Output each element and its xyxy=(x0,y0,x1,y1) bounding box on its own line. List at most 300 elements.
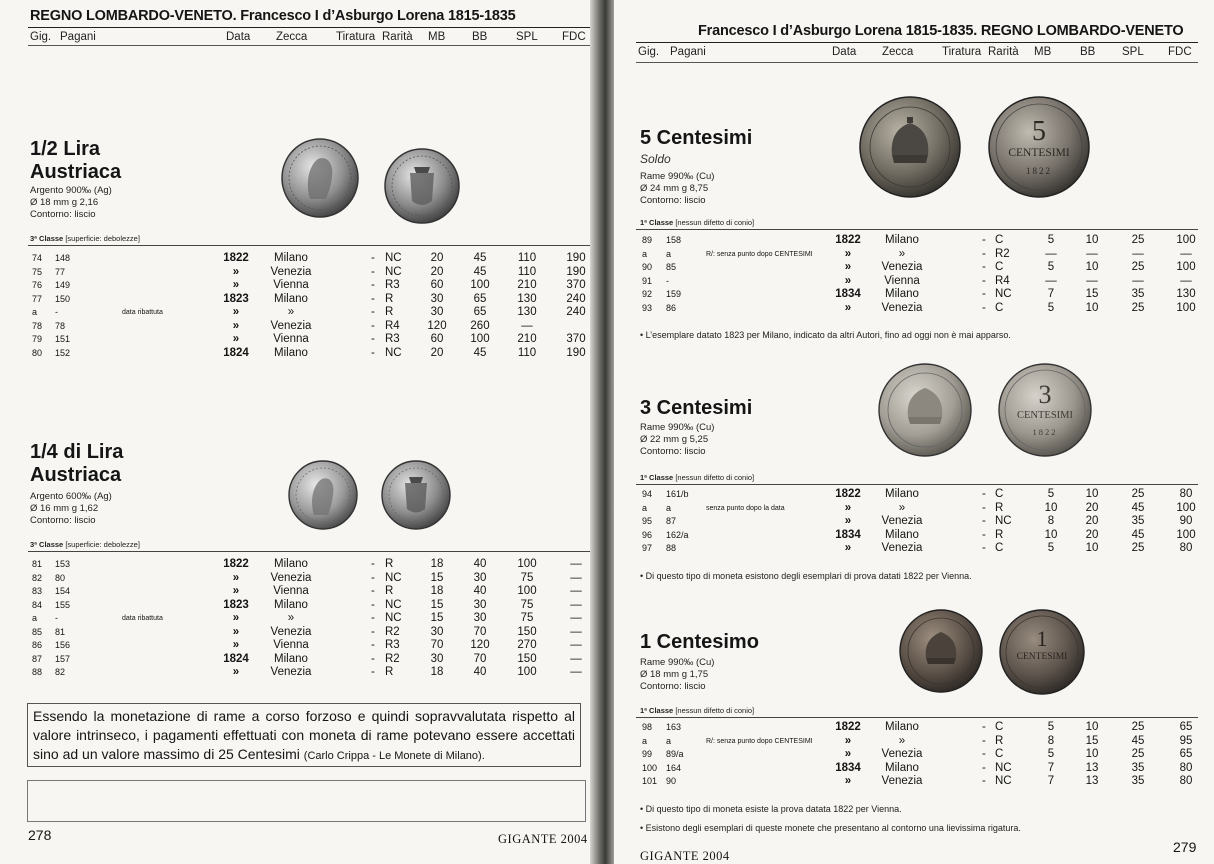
title-rule xyxy=(28,27,590,28)
coin-metal: Rame 990‰ (Cu) xyxy=(640,171,715,182)
table-row xyxy=(0,292,586,306)
cell-spl: 25 xyxy=(1131,542,1145,554)
cell-dash: - xyxy=(982,234,986,246)
cell-fdc: 80 xyxy=(1179,488,1193,500)
cell-dash: - xyxy=(371,571,375,584)
cell-bb: 45 xyxy=(473,252,487,264)
cell-mint: Milano xyxy=(885,488,919,500)
cell-gig: 80 xyxy=(32,347,43,358)
cell-year: » xyxy=(232,585,240,597)
coin-title: 5 Centesimi xyxy=(640,127,753,149)
cell-year: » xyxy=(232,625,240,638)
coin-size-weight: Ø 24 mm g 8,75 xyxy=(640,183,709,194)
cell-gig: a xyxy=(32,307,38,317)
cell-spl: 25 xyxy=(1131,748,1145,760)
cell-rarity: R4 xyxy=(995,274,1010,287)
cell-year: » xyxy=(844,748,852,760)
cell-year: » xyxy=(232,279,240,291)
cell-year: » xyxy=(844,542,852,554)
cell-rarity: NC xyxy=(995,775,1012,787)
cell-dash: - xyxy=(982,542,986,554)
cell-bb: 20 xyxy=(1085,528,1099,541)
cell-dash: - xyxy=(371,292,375,305)
cell-spl: 25 xyxy=(1131,234,1145,246)
classe-rule xyxy=(636,484,1198,485)
table-row xyxy=(0,320,570,333)
cell-bb: 70 xyxy=(473,652,487,665)
cell-dash: - xyxy=(371,558,375,570)
table-row xyxy=(614,247,1192,261)
coin-edge: Contorno: liscio xyxy=(640,681,706,692)
table-row xyxy=(0,265,586,279)
cell-fdc: 370 xyxy=(566,333,586,345)
cell-pagani: 78 xyxy=(55,320,66,331)
cell-mint: Venezia xyxy=(881,302,923,314)
cell-spl: 35 xyxy=(1131,288,1145,301)
cell-bb: 70 xyxy=(473,625,487,638)
cell-pagani: 158 xyxy=(666,235,682,245)
table-row xyxy=(0,571,582,585)
cell-bb: 30 xyxy=(473,612,487,624)
cell-spl: 100 xyxy=(517,666,537,678)
cell-gig: 94 xyxy=(642,489,653,499)
cell-dash: - xyxy=(982,775,986,787)
cell-pagani: 152 xyxy=(55,347,71,358)
cell-gig: 96 xyxy=(642,529,653,540)
cell-rarity: R2 xyxy=(385,625,400,638)
cell-rarity: R3 xyxy=(385,333,400,345)
cell-dash: - xyxy=(371,585,375,597)
coin-metal: Rame 990‰ (Cu) xyxy=(640,422,715,433)
cell-fdc: 65 xyxy=(1179,721,1193,733)
cell-gig: 92 xyxy=(642,289,653,300)
header-rarita: Rarità xyxy=(382,31,413,43)
cell-dash: - xyxy=(982,261,986,274)
footnote: • Di questo tipo di moneta esiste la prova datata 1822 per Vienna. xyxy=(640,804,902,814)
cell-gig: 101 xyxy=(642,776,658,786)
classe-rule xyxy=(636,717,1198,718)
cell-pagani: 89/a xyxy=(666,749,684,759)
cell-bb: 100 xyxy=(470,279,490,291)
cell-spl: 150 xyxy=(517,625,537,638)
cell-spl: 130 xyxy=(517,306,537,318)
cell-spl: 110 xyxy=(517,252,537,264)
table-row xyxy=(0,346,586,360)
cell-mint: Milano xyxy=(274,292,308,305)
cell-gig: 85 xyxy=(32,626,43,637)
cell-mb: 60 xyxy=(430,333,444,345)
cell-spl: — xyxy=(1132,274,1144,287)
cell-dash: - xyxy=(371,252,375,264)
3-centesimi-reverse-image xyxy=(997,362,1093,458)
cell-dash: - xyxy=(371,639,375,651)
cell-year: 1823 xyxy=(223,292,249,305)
table-row xyxy=(0,652,582,666)
coin-edge: Contorno: liscio xyxy=(30,515,96,526)
cell-mb: 15 xyxy=(430,571,444,584)
cell-rarity: NC xyxy=(995,515,1012,527)
cell-fdc: 240 xyxy=(566,306,586,318)
cell-spl: 25 xyxy=(1131,488,1145,500)
cell-rarity: R xyxy=(385,306,394,318)
cell-mb: 5 xyxy=(1047,542,1055,554)
cell-gig: a xyxy=(642,502,648,513)
cell-bb: 10 xyxy=(1085,261,1099,274)
cell-fdc: 190 xyxy=(566,265,586,278)
cell-mb: 5 xyxy=(1047,488,1055,500)
running-title: Francesco I d’Asburgo Lorena 1815-1835. REGNO LOMBARDO-VENETO xyxy=(698,23,1184,39)
coin-rev-year: 1822 xyxy=(1026,166,1052,176)
cell-fdc: — xyxy=(570,585,582,597)
cell-bb: 260 xyxy=(470,319,490,332)
coin-size-weight: Ø 16 mm g 1,62 xyxy=(30,503,99,514)
cell-fdc: 370 xyxy=(566,279,586,291)
table-row xyxy=(614,761,1193,775)
cell-fdc: 100 xyxy=(1176,234,1196,246)
cell-spl: 270 xyxy=(517,639,537,651)
table-row xyxy=(614,488,1193,501)
coin-metal: Rame 990‰ (Cu) xyxy=(640,657,715,668)
cell-mint: Milano xyxy=(885,288,919,301)
table-row xyxy=(614,302,1196,315)
header-spl: SPL xyxy=(1122,46,1144,58)
cell-bb: 15 xyxy=(1085,734,1099,747)
cell-fdc: — xyxy=(570,666,582,678)
cell-mint: Milano xyxy=(885,761,919,774)
cell-mint: Vienna xyxy=(273,333,309,345)
cell-pagani: 164 xyxy=(666,762,682,773)
coin-size-weight: Ø 22 mm g 5,25 xyxy=(640,434,709,445)
header-spl: SPL xyxy=(516,31,538,43)
cell-fdc: — xyxy=(570,639,582,651)
cell-gig: 74 xyxy=(32,253,43,263)
cell-spl: 35 xyxy=(1131,775,1145,787)
empty-box xyxy=(27,780,586,822)
cell-rarity: NC xyxy=(385,571,402,584)
cell-fdc: — xyxy=(570,598,582,611)
cell-gig: 99 xyxy=(642,749,653,759)
cell-spl: 100 xyxy=(517,585,537,597)
cell-bb: 10 xyxy=(1085,542,1099,554)
right-page xyxy=(614,0,1214,864)
cell-year: 1822 xyxy=(835,721,861,733)
cell-dash: - xyxy=(982,501,986,514)
3-centesimi-obverse-image xyxy=(877,362,973,458)
table-row xyxy=(0,639,582,652)
cell-rarity: R xyxy=(995,501,1004,514)
cell-mint: Milano xyxy=(885,721,919,733)
cell-mb: 30 xyxy=(430,306,444,318)
cell-fdc: 240 xyxy=(566,292,586,305)
cell-fdc: 80 xyxy=(1179,542,1193,554)
cell-dash: - xyxy=(982,721,986,733)
cell-dash: - xyxy=(982,247,986,260)
header-pagani: Pagani xyxy=(60,31,96,43)
cell-pagani: 90 xyxy=(666,776,677,786)
cell-fdc: 100 xyxy=(1176,501,1196,514)
cell-rarity: R xyxy=(385,292,394,305)
cell-pagani: 163 xyxy=(666,722,682,732)
cell-bb: 20 xyxy=(1085,501,1099,514)
cell-pagani: 162/a xyxy=(666,529,689,540)
table-row xyxy=(614,542,1193,555)
cell-rarity: NC xyxy=(995,761,1012,774)
coin-rev-value: 3 xyxy=(1038,380,1052,409)
coin-rev-value: 5 xyxy=(1032,116,1046,147)
cell-mb: 20 xyxy=(430,346,444,359)
cell-bb: 13 xyxy=(1085,761,1099,774)
cell-bb: 65 xyxy=(473,292,487,305)
cell-year: » xyxy=(232,265,240,278)
cell-gig: 91 xyxy=(642,275,653,286)
cell-mb: 120 xyxy=(427,319,447,332)
header-data: Data xyxy=(226,31,251,43)
cell-gig: a xyxy=(642,735,648,746)
cell-bb: 30 xyxy=(473,598,487,611)
cell-year: 1834 xyxy=(835,288,861,301)
cell-year: » xyxy=(232,306,240,318)
table-row xyxy=(0,558,582,571)
cell-dash: - xyxy=(982,734,986,747)
cell-bb: 15 xyxy=(1085,288,1099,301)
cell-mint: Milano xyxy=(274,346,308,359)
cell-mb: — xyxy=(1045,274,1057,287)
brand-label: GIGANTE 2004 xyxy=(498,832,588,846)
table-row xyxy=(614,501,1196,515)
cell-year: 1824 xyxy=(223,346,249,359)
cell-mb: 18 xyxy=(430,666,444,678)
coin-title: 1 Centesimo xyxy=(640,631,759,653)
cell-fdc: 80 xyxy=(1179,775,1193,787)
cell-pagani: 161/b xyxy=(666,489,689,499)
footnote: • L’esemplare datato 1823 per Milano, indicato da altri Autori, fino ad oggi non è mai apparso. xyxy=(640,330,1011,340)
header-rarita: Rarità xyxy=(988,46,1019,58)
cell-gig: 90 xyxy=(642,262,653,273)
cell-mint: Venezia xyxy=(881,748,923,760)
cell-gig: 77 xyxy=(32,293,43,304)
cell-pagani: 159 xyxy=(666,289,682,300)
cell-mint: Milano xyxy=(274,598,308,611)
cell-mb: 30 xyxy=(430,652,444,665)
cell-bb: 40 xyxy=(473,666,487,678)
cell-spl: 210 xyxy=(517,279,537,291)
coin-rev-value: 1 xyxy=(1036,626,1048,651)
1-centesimo-reverse-image xyxy=(998,608,1086,696)
cell-pagani: 80 xyxy=(55,572,66,583)
cell-mb: — xyxy=(1045,247,1057,260)
coin-metal: Argento 900‰ (Ag) xyxy=(30,185,112,196)
cell-pagani: 153 xyxy=(55,559,71,569)
coin-rev-word: CENTESIMI xyxy=(1008,147,1070,159)
header-bb: BB xyxy=(1080,46,1096,58)
cell-spl: 75 xyxy=(520,571,534,584)
cell-pagani: 148 xyxy=(55,253,71,263)
cell-spl: 45 xyxy=(1131,734,1145,747)
cell-rarity: R3 xyxy=(385,639,400,651)
cell-mint: Venezia xyxy=(270,265,312,278)
cell-gig: a xyxy=(32,613,38,623)
cell-spl: 35 xyxy=(1131,515,1145,527)
cell-dash: - xyxy=(371,333,375,345)
cell-mint: Milano xyxy=(274,252,308,264)
header-gig: Gig. xyxy=(638,46,660,58)
cell-rarity: C xyxy=(995,302,1004,314)
half-lira-reverse-image xyxy=(383,147,461,225)
table-row xyxy=(614,261,1196,274)
header-pagani: Pagani xyxy=(670,46,706,58)
cell-mb: 30 xyxy=(430,625,444,638)
classe-label: 3ª Classe [superficie: debolezze] xyxy=(30,234,140,243)
cell-mint: Milano xyxy=(274,558,308,570)
cell-spl: 25 xyxy=(1131,261,1145,274)
coin-size-weight: Ø 18 mm g 2,16 xyxy=(30,197,99,208)
header-rule xyxy=(636,62,1198,63)
cell-fdc: 190 xyxy=(566,346,586,359)
cell-rarity: R3 xyxy=(385,279,400,291)
cell-mint: Venezia xyxy=(270,571,312,584)
table-row xyxy=(614,274,1192,288)
table-row xyxy=(0,333,586,346)
cell-fdc: 190 xyxy=(566,252,586,264)
cell-gig: 95 xyxy=(642,516,653,526)
cell-mb: 5 xyxy=(1047,721,1055,733)
cell-dash: - xyxy=(371,306,375,318)
cell-mint: Vienna xyxy=(273,279,309,291)
cell-bb: 120 xyxy=(470,639,490,651)
cell-spl: 150 xyxy=(517,652,537,665)
cell-gig: 93 xyxy=(642,303,653,313)
cell-mb: 10 xyxy=(1044,528,1058,541)
info-box xyxy=(27,703,581,767)
cell-rarity: R xyxy=(995,734,1004,747)
cell-mb: 60 xyxy=(430,279,444,291)
cell-rarity: C xyxy=(995,234,1004,246)
coin-metal: Argento 600‰ (Ag) xyxy=(30,491,112,502)
cell-bb: 45 xyxy=(473,346,487,359)
header-tiratura: Tiratura xyxy=(942,46,982,58)
cell-year: » xyxy=(844,734,852,747)
cell-mb: 8 xyxy=(1047,515,1055,527)
cell-mb: 8 xyxy=(1047,734,1055,747)
cell-mint: Venezia xyxy=(881,542,923,554)
table-row xyxy=(0,279,586,292)
cell-mb: 18 xyxy=(430,558,444,570)
cell-year: 1822 xyxy=(223,252,249,264)
cell-dash: - xyxy=(982,515,986,527)
cell-gig: 79 xyxy=(32,334,43,344)
cell-year: 1822 xyxy=(223,558,249,570)
coin-title-line1: 1/4 di Lira xyxy=(30,441,124,463)
table-row xyxy=(0,612,582,625)
cell-fdc: 90 xyxy=(1179,515,1193,527)
half-lira-obverse-image xyxy=(280,137,360,219)
cell-mint: Milano xyxy=(885,528,919,541)
classe-rule xyxy=(636,229,1198,230)
table-row xyxy=(614,748,1193,761)
cell-note: R/: senza punto dopo CENTESIMI xyxy=(706,250,813,258)
cell-bb: 40 xyxy=(473,558,487,570)
cell-mint: » xyxy=(898,501,906,514)
cell-fdc: 100 xyxy=(1176,528,1196,541)
cell-bb: 10 xyxy=(1085,721,1099,733)
cell-fdc: — xyxy=(1180,247,1192,260)
cell-mint: Vienna xyxy=(884,274,920,287)
cell-fdc: 100 xyxy=(1176,302,1196,314)
cell-note: data ribattuta xyxy=(122,615,163,622)
cell-gig: 87 xyxy=(32,653,43,664)
table-row xyxy=(614,734,1193,748)
coin-size-weight: Ø 18 mm g 1,75 xyxy=(640,669,709,680)
cell-fdc: — xyxy=(570,571,582,584)
cell-rarity: R xyxy=(385,666,394,678)
cell-mint: Milano xyxy=(274,652,308,665)
cell-gig: 89 xyxy=(642,235,653,245)
cell-mb: 7 xyxy=(1047,288,1055,301)
cell-dash: - xyxy=(371,652,375,665)
cell-note: data ribattuta xyxy=(122,309,163,316)
cell-rarity: R xyxy=(385,585,394,597)
cell-spl: 110 xyxy=(517,265,537,278)
info-box-source: (Carlo Crippa - Le Monete di Milano). xyxy=(303,750,485,762)
cell-pagani: 154 xyxy=(55,586,71,596)
cell-year: 1834 xyxy=(835,761,861,774)
cell-dash: - xyxy=(371,666,375,678)
cell-mint: » xyxy=(287,612,295,624)
cell-dash: - xyxy=(982,274,986,287)
cell-year: » xyxy=(844,515,852,527)
cell-pagani: 156 xyxy=(55,640,71,650)
cell-pagani: 85 xyxy=(666,262,677,273)
cell-rarity: C xyxy=(995,721,1004,733)
cell-year: » xyxy=(844,247,852,260)
table-row xyxy=(614,234,1196,247)
cell-mb: 30 xyxy=(430,292,444,305)
cell-mint: Vienna xyxy=(273,639,309,651)
cell-mb: 15 xyxy=(430,612,444,624)
cell-mint: Vienna xyxy=(273,585,309,597)
cell-gig: 83 xyxy=(32,586,43,596)
cell-rarity: NC xyxy=(385,612,402,624)
cell-spl: 100 xyxy=(517,558,537,570)
cell-bb: 10 xyxy=(1085,302,1099,314)
cell-fdc: — xyxy=(570,652,582,665)
cell-bb: 20 xyxy=(1085,515,1099,527)
cell-dash: - xyxy=(371,598,375,611)
cell-rarity: NC xyxy=(385,598,402,611)
cell-mint: » xyxy=(898,247,906,260)
cell-year: » xyxy=(232,319,240,332)
cell-bb: 40 xyxy=(473,585,487,597)
cell-mint: » xyxy=(287,306,295,318)
cell-year: 1823 xyxy=(223,598,249,611)
table-row xyxy=(614,721,1193,734)
cell-rarity: R2 xyxy=(385,652,400,665)
cell-pagani: a xyxy=(666,502,672,513)
coin-title-line2: Austriaca xyxy=(30,464,122,486)
cell-mint: Venezia xyxy=(881,775,923,787)
cell-year: » xyxy=(844,261,852,274)
cell-mb: 7 xyxy=(1047,761,1055,774)
classe-label: 1ª Classe [nessun difetto di conio] xyxy=(640,473,755,482)
cell-year: » xyxy=(844,274,852,287)
cell-year: » xyxy=(232,571,240,584)
cell-spl: 45 xyxy=(1131,501,1145,514)
cell-spl: 35 xyxy=(1131,761,1145,774)
cell-year: » xyxy=(232,612,240,624)
cell-spl: 130 xyxy=(517,292,537,305)
cell-fdc: 95 xyxy=(1179,734,1193,747)
cell-year: » xyxy=(844,302,852,314)
